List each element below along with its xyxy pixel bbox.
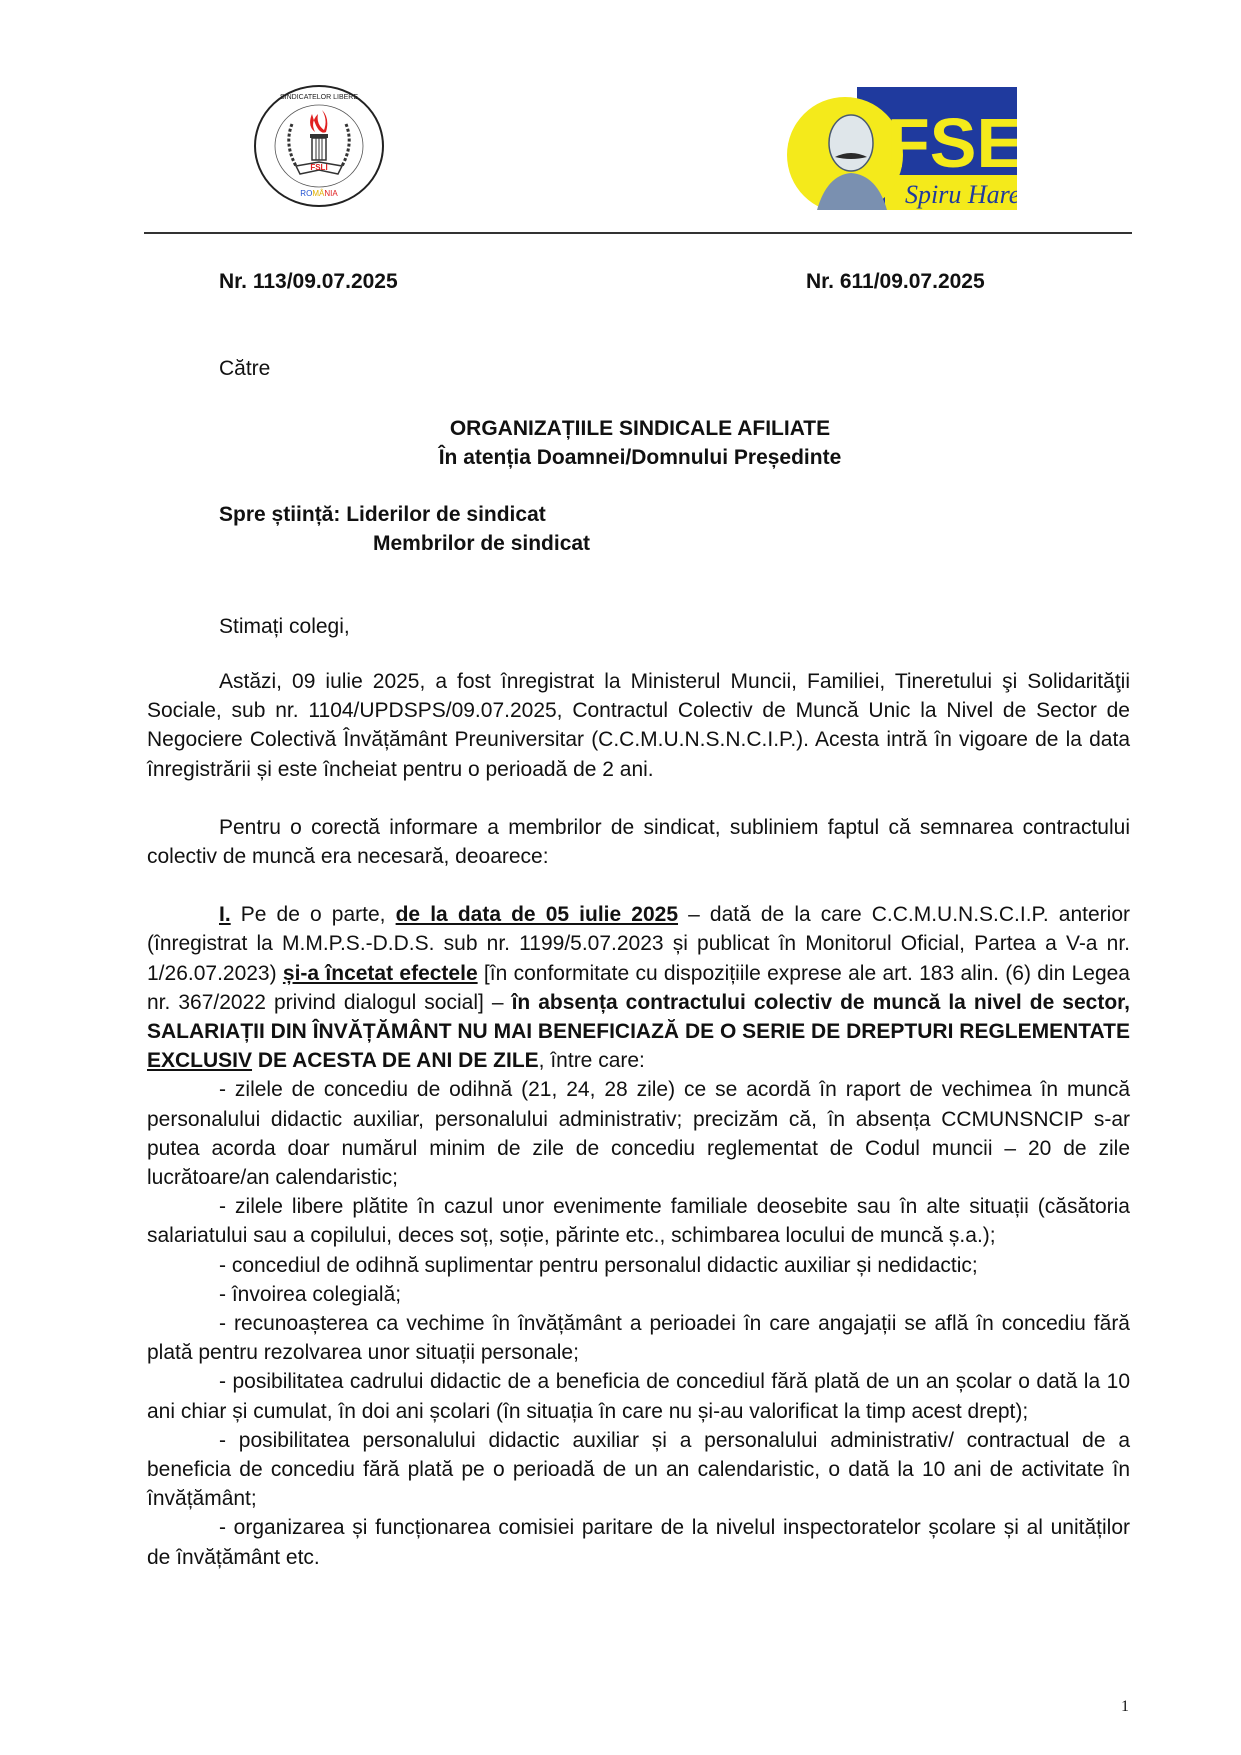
greeting: Stimați colegi, [219, 615, 350, 638]
paragraph-registration: Astăzi, 09 iulie 2025, a fost înregistrat la Ministerul Muncii, Familiei, Tineretului şi Solidarităţii Sociale, sub nr. 1104/UPDSPS/09.07.2025, Contractul Colectiv de Muncă Unic la Nivel de Sector de Negociere Colectivă Învățământ Preuniversitar (C.C.M.U.N.S.N.C.I.P.). Acesta intră în vigoare de la data înregistrării și este încheiat pentru o perioadă de 2 ani. [147, 670, 1130, 781]
cc-line-1: Liderilor de sindicat [346, 503, 546, 526]
paragraph-purpose: Pentru o corectă informare a membrilor de sindicat, subliniem faptul că semnarea contractului colectiv de muncă era necesară, deoarece: [147, 815, 1130, 869]
svg-text:FSLI: FSLI [310, 163, 328, 172]
list-item: - organizarea și funcționarea comisiei paritare de la nivelul inspectoratelor școlare și al unităților de învățământ etc. [147, 1516, 1130, 1569]
addressee-line-1: ORGANIZAȚIILE SINDICALE AFILIATE [449, 417, 831, 440]
list-item: - posibilitatea personalului didactic auxiliar și a personalului administrativ/ contractual de a beneficia de concediu fără plată pe o perioadă de un an calendaristic, o dată la 10 ani de activitate în învățământ; [147, 1428, 1130, 1511]
svg-text:FSE: FSE [887, 104, 1017, 182]
list-item: - posibilitatea cadrului didactic de a beneficia de concediul fără plată de un an școlar o dată la 10 ani chiar și cumulat, în doi ani școlari (în situația în care nu și-au valorificat la timp acest drept); [147, 1370, 1130, 1423]
catre-label: Către [219, 357, 271, 380]
emphasis-absence: în absența contractului colectiv de muncă la nivel de sector, SALARIAȚII DIN ÎNVĂȚĂMÂNT NU MAI BENEFICIAZĂ DE O SERIE DE DREPTURI REGLEMENTATE [147, 990, 1130, 1044]
registration-number-right: Nr. 611/09.07.2025 [806, 270, 985, 293]
fse-spiru-haret-logo [787, 87, 1017, 210]
point-number: I. [219, 903, 231, 927]
registration-number-left: Nr. 113/09.07.2025 [219, 270, 398, 293]
list-item: - zilele de concediu de odihnă (21, 24, 28 zile) ce se acordă în raport de vechimea în muncă personalului didactic auxiliar, personalului administrativ; precizăm că, în absența CCMUNSNCIP s-ar putea acorda doar numărul minim de zile de concediu reglementat de Codul muncii – 20 de zile lucrătoare/an calendaristic; [147, 1078, 1130, 1190]
page-number: 1 [1121, 1698, 1129, 1715]
addressee-line-2: În atenția Doamnei/Domnului Președinte [438, 446, 842, 469]
fsli-seal-icon [252, 84, 386, 208]
svg-text:ROMÂNIA: ROMÂNIA [300, 189, 338, 198]
emphasis-exclusiv: EXCLUSIV [147, 1049, 253, 1073]
addressee-block [300, 414, 980, 472]
letter-body [147, 667, 1130, 1572]
list-item: - învoirea colegială; [219, 1282, 402, 1306]
emphasis-date: de la data de 05 iulie 2025 [395, 903, 679, 927]
list-item: - concediul de odihnă suplimentar pentru personalul didactic auxiliar și nedidactic; [219, 1253, 978, 1277]
header-divider [144, 232, 1132, 234]
list-item: - zilele libere plătite în cazul unor evenimente familiale deosebite sau în alte situații (căsătoria salariatului sau a copilului, deces soț, soție, părinte etc., schimbarea locului de muncă ș.a.); [147, 1195, 1130, 1248]
paragraph-point-one: I. Pe de o parte, de la data de 05 iulie 2025 – dată de la care C.C.M.U.N.S.C.I.P. anterior (înregistrat la M.M.P.S.-D.D.S. sub nr. 1199/5.07.2023 și publicat în Monitorul Oficial, Partea a V-a nr. 1/26.07.2023) și-a încetat efectele [în conformitate cu dispozițiile exprese ale art. 183 alin. (6) din Legea nr. 367/2022 privind dialogul social] – în absența contractului colectiv de muncă la nivel de sector, SALARIAȚII DIN ÎNVĂȚĂMÂNT NU MAI BENEFICIAZĂ DE O SERIE DE DREPTURI REGLEMENTATE EXCLUSIV DE ACESTA DE ANI DE ZILE, între care: [147, 903, 1130, 1073]
fsli-logo [252, 84, 386, 208]
cc-block [219, 500, 590, 558]
svg-text:SINDICATELOR LIBERE: SINDICATELOR LIBERE [279, 94, 359, 101]
fse-logo-icon [787, 87, 1017, 210]
emphasis-ceased: și-a încetat efectele [282, 961, 478, 985]
cc-label: Spre știință: [219, 503, 341, 526]
svg-text:Spiru Haret: Spiru Haret [905, 180, 1017, 209]
cc-line-2: Membrilor de sindicat [373, 532, 591, 555]
list-item: - recunoașterea ca vechime în învățământ a perioadei în care angajații se află în concediu fără plată pentru rezolvarea unor situații personale; [147, 1312, 1130, 1365]
